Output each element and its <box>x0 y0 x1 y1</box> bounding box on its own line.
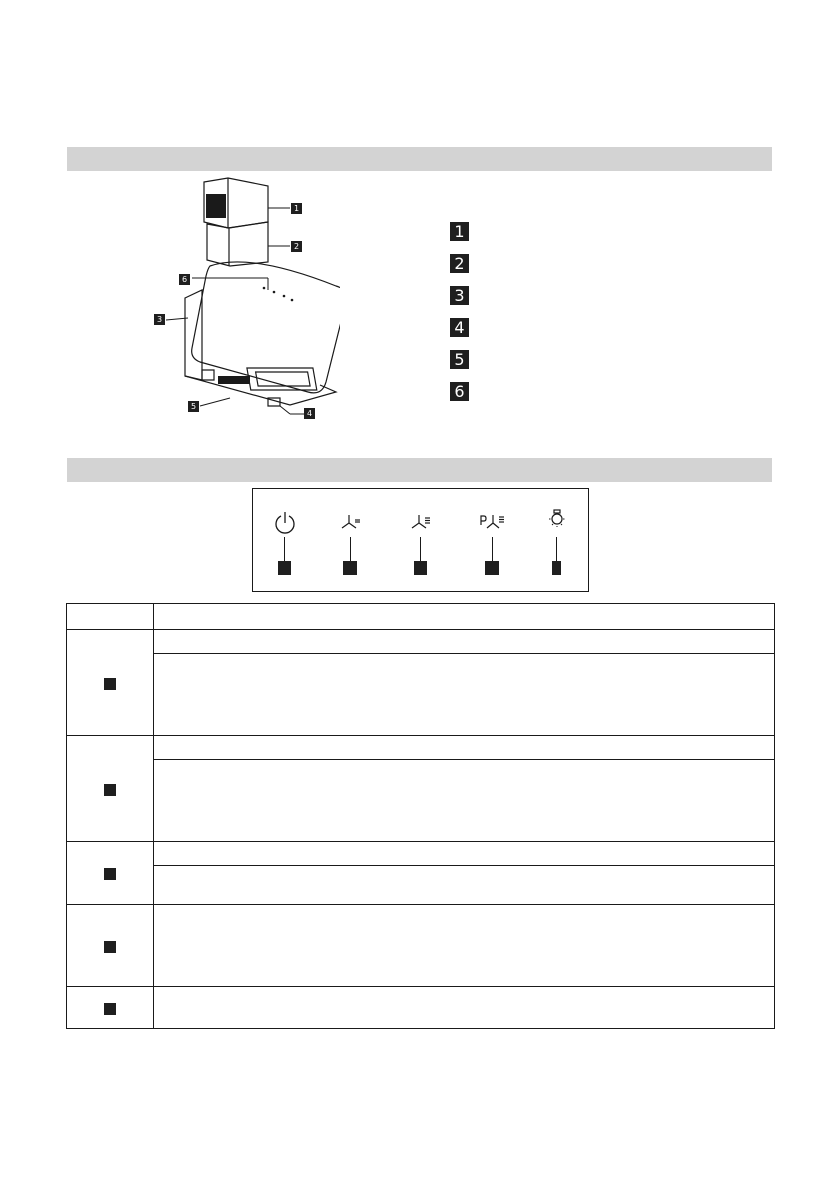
legend-number: 1 <box>450 222 469 241</box>
legend-number: 4 <box>450 318 469 337</box>
marker-square <box>104 678 116 690</box>
marker-square <box>104 1003 116 1015</box>
section-header-bar-description <box>67 147 772 171</box>
parts-legend <box>450 222 469 414</box>
callout-1: 1 <box>291 203 302 214</box>
callout-4: 4 <box>304 408 315 419</box>
table-number-cell <box>67 630 154 736</box>
legend-item <box>450 254 469 286</box>
table-cell <box>154 842 775 866</box>
marker-square <box>414 561 427 575</box>
table-number-cell <box>67 842 154 905</box>
table-row <box>67 736 775 760</box>
marker-square <box>104 868 116 880</box>
table-cell <box>154 905 775 987</box>
table-cell <box>154 630 775 654</box>
table-row <box>67 760 775 842</box>
callout-5: 5 <box>188 401 199 412</box>
fan-boost-button[interactable] <box>473 505 513 537</box>
table-row <box>67 842 775 866</box>
table-row <box>67 654 775 736</box>
legend-number: 2 <box>450 254 469 273</box>
lighting <box>202 370 214 380</box>
table-header-cell <box>154 604 775 630</box>
marker-square <box>278 561 291 575</box>
power-button[interactable] <box>265 505 305 537</box>
light-icon <box>537 505 577 537</box>
callout-2: 2 <box>291 241 302 252</box>
callout-3: 3 <box>154 314 165 325</box>
marker-square <box>552 561 561 575</box>
functions-table <box>66 603 775 1029</box>
marker-square <box>343 561 357 575</box>
table-number-cell <box>67 905 154 987</box>
control-panel <box>252 488 589 592</box>
power-icon <box>265 505 305 537</box>
light-button[interactable] <box>537 505 577 537</box>
legend-number: 3 <box>450 286 469 305</box>
fan-speed-1-button[interactable] <box>331 505 371 537</box>
table-header-cell <box>67 604 154 630</box>
hood-illustration <box>140 170 340 430</box>
legend-item <box>450 318 469 350</box>
legend-number: 5 <box>450 350 469 369</box>
callout-6: 6 <box>179 274 190 285</box>
fan-speed-1-icon <box>331 505 371 537</box>
table-cell <box>154 760 775 842</box>
marker-square <box>104 941 116 953</box>
fan-boost-icon <box>473 505 513 537</box>
fan-speed-2-button[interactable] <box>401 505 441 537</box>
table-cell <box>154 654 775 736</box>
table-number-cell <box>67 987 154 1029</box>
legend-item <box>450 222 469 254</box>
legend-item <box>450 350 469 382</box>
table-cell <box>154 987 775 1029</box>
table-header-row <box>67 604 775 630</box>
fan-speed-2-icon <box>401 505 441 537</box>
hood-body <box>185 290 202 380</box>
chimney-lower-cover <box>207 222 268 266</box>
table-row <box>67 630 775 654</box>
legend-item <box>450 286 469 318</box>
table-cell <box>154 866 775 905</box>
table-number-cell <box>67 736 154 842</box>
legend-item <box>450 382 469 414</box>
section-header-bar-control-panel <box>67 458 772 482</box>
marker-square <box>485 561 499 575</box>
table-cell <box>154 736 775 760</box>
legend-number: 6 <box>450 382 469 401</box>
table-row <box>67 866 775 905</box>
table-row <box>67 905 775 987</box>
marker-square <box>104 784 116 796</box>
table-row <box>67 987 775 1029</box>
